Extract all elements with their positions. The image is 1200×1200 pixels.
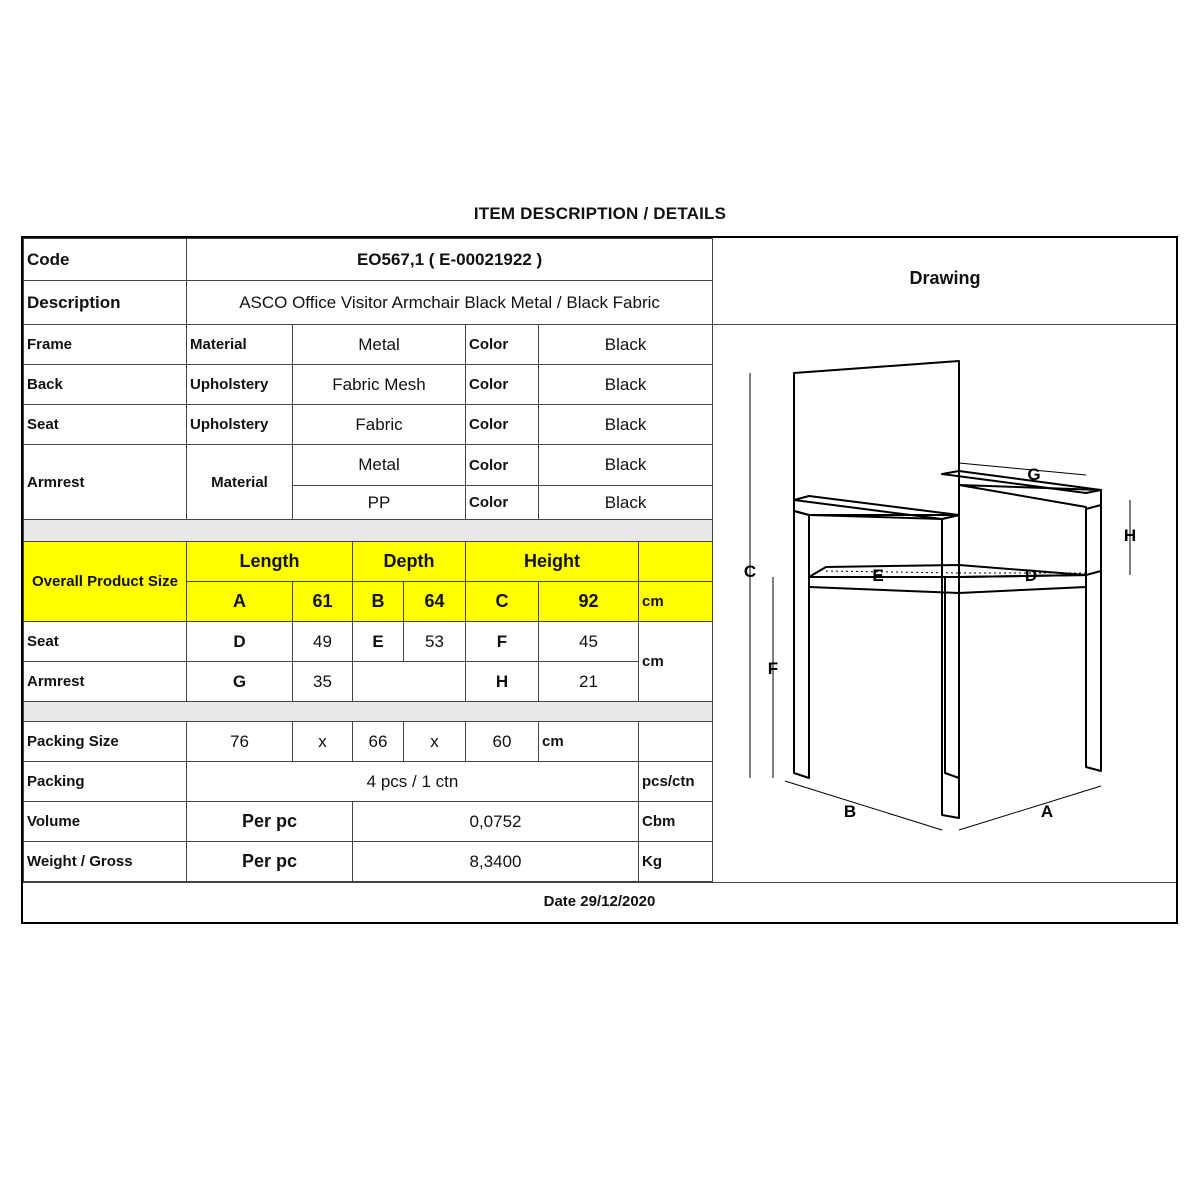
seat-row xyxy=(24,405,713,445)
packing-label: Packing xyxy=(24,762,187,802)
back-attr: Upholstery xyxy=(187,365,293,405)
packing-x-2: x xyxy=(404,722,466,762)
packing-x-1: x xyxy=(293,722,353,762)
armrest-color-label-2: Color xyxy=(466,486,539,520)
armrest-row-1 xyxy=(24,445,713,486)
weight-unit: Kg xyxy=(639,842,713,882)
volume-label: Volume xyxy=(24,802,187,842)
frame-attr: Material xyxy=(187,325,293,365)
drawing-label-c: C xyxy=(743,562,757,581)
length-header: Length xyxy=(187,542,353,582)
dim-h-value: 21 xyxy=(539,662,639,702)
armrest-dims-blank xyxy=(353,662,466,702)
packing-size-row xyxy=(24,722,713,762)
packing-value: 4 pcs / 1 ctn xyxy=(187,762,639,802)
date-row: Date 29/12/2020 xyxy=(23,882,1176,922)
dimension-line-e xyxy=(826,571,959,573)
frame-label: Frame xyxy=(24,325,187,365)
volume-row xyxy=(24,802,713,842)
back-material: Fabric Mesh xyxy=(293,365,466,405)
code-row xyxy=(24,239,713,281)
drawing-label-g: G xyxy=(1027,465,1041,484)
dim-e-letter: E xyxy=(353,622,404,662)
description-row xyxy=(24,281,713,325)
chair-back-left-leg xyxy=(794,511,809,778)
back-row xyxy=(24,365,713,405)
depth-header: Depth xyxy=(353,542,466,582)
chair-right-armrest-side xyxy=(959,485,1101,575)
code-label: Code xyxy=(24,239,187,281)
packing-size-blank xyxy=(639,722,713,762)
code-value: EO567,1 ( E-00021922 ) xyxy=(187,239,713,281)
drawing-label-f: F xyxy=(767,659,779,678)
dim-h-letter: H xyxy=(466,662,539,702)
overall-header-row xyxy=(24,542,713,582)
armrest-dims-label: Armrest xyxy=(24,662,187,702)
dim-a-value: 61 xyxy=(293,582,353,622)
overall-unit: cm xyxy=(639,582,713,622)
dimension-line-a xyxy=(959,786,1101,830)
armrest-dims-row xyxy=(24,662,713,702)
seat-color: Black xyxy=(539,405,713,445)
packing-size-unit: cm xyxy=(539,722,639,762)
spec-table xyxy=(23,238,713,882)
packing-length: 76 xyxy=(187,722,293,762)
dim-d-value: 49 xyxy=(293,622,353,662)
dim-f-letter: F xyxy=(466,622,539,662)
seat-dims-label: Seat xyxy=(24,622,187,662)
volume-per: Per pc xyxy=(187,802,353,842)
armrest-material-1: Metal xyxy=(293,445,466,486)
height-header: Height xyxy=(466,542,639,582)
overall-header-blank xyxy=(639,542,713,582)
dim-b-value: 64 xyxy=(404,582,466,622)
seat-attr: Upholstery xyxy=(187,405,293,445)
chair-back-right-leg xyxy=(945,577,959,778)
armrest-color-label-1: Color xyxy=(466,445,539,486)
dim-g-value: 35 xyxy=(293,662,353,702)
volume-value: 0,0752 xyxy=(353,802,639,842)
packing-size-label: Packing Size xyxy=(24,722,187,762)
armrest-label: Armrest xyxy=(24,445,187,520)
back-label: Back xyxy=(24,365,187,405)
volume-unit: Cbm xyxy=(639,802,713,842)
frame-color-label: Color xyxy=(466,325,539,365)
weight-per: Per pc xyxy=(187,842,353,882)
armrest-color-2: Black xyxy=(539,486,713,520)
drawing-label-e: E xyxy=(872,566,884,585)
drawing-label-a: A xyxy=(1040,802,1054,821)
drawing-label-h: H xyxy=(1123,526,1137,545)
packing-width: 66 xyxy=(353,722,404,762)
back-color: Black xyxy=(539,365,713,405)
sheet-title: ITEM DESCRIPTION / DETAILS xyxy=(473,204,727,223)
packing-unit: pcs/ctn xyxy=(639,762,713,802)
chair-backrest xyxy=(794,361,959,577)
packing-row xyxy=(24,762,713,802)
description-label: Description xyxy=(24,281,187,325)
overall-size-label: Overall Product Size xyxy=(24,542,187,622)
drawing-title: Drawing xyxy=(909,268,981,288)
chair-front-right-leg xyxy=(1086,505,1101,771)
description-value: ASCO Office Visitor Armchair Black Metal / Black Fabric xyxy=(187,281,713,325)
chair-drawing xyxy=(713,325,1175,881)
dim-d-letter: D xyxy=(187,622,293,662)
drawing-label-d: D xyxy=(1024,566,1038,585)
frame-material: Metal xyxy=(293,325,466,365)
spec-sheet xyxy=(21,236,1178,924)
dims-unit: cm xyxy=(639,622,713,702)
dim-a-letter: A xyxy=(187,582,293,622)
dimension-line-b xyxy=(785,781,942,830)
dim-c-letter: C xyxy=(466,582,539,622)
dim-f-value: 45 xyxy=(539,622,639,662)
separator-row-2 xyxy=(24,702,713,722)
armrest-material-2: PP xyxy=(293,486,466,520)
frame-row xyxy=(24,325,713,365)
dim-c-value: 92 xyxy=(539,582,639,622)
frame-color: Black xyxy=(539,325,713,365)
weight-value: 8,3400 xyxy=(353,842,639,882)
weight-label: Weight / Gross xyxy=(24,842,187,882)
seat-material: Fabric xyxy=(293,405,466,445)
chair-seat-front xyxy=(809,575,1086,593)
dim-g-letter: G xyxy=(187,662,293,702)
armrest-attr: Material xyxy=(187,445,293,520)
drawing-label-b: B xyxy=(843,802,857,821)
seat-label: Seat xyxy=(24,405,187,445)
separator-row xyxy=(24,520,713,542)
drawing-panel xyxy=(712,238,1176,882)
weight-row xyxy=(24,842,713,882)
dim-e-value: 53 xyxy=(404,622,466,662)
seat-color-label: Color xyxy=(466,405,539,445)
dim-b-letter: B xyxy=(353,582,404,622)
armrest-color-1: Black xyxy=(539,445,713,486)
seat-dims-row xyxy=(24,622,713,662)
packing-height: 60 xyxy=(466,722,539,762)
back-color-label: Color xyxy=(466,365,539,405)
